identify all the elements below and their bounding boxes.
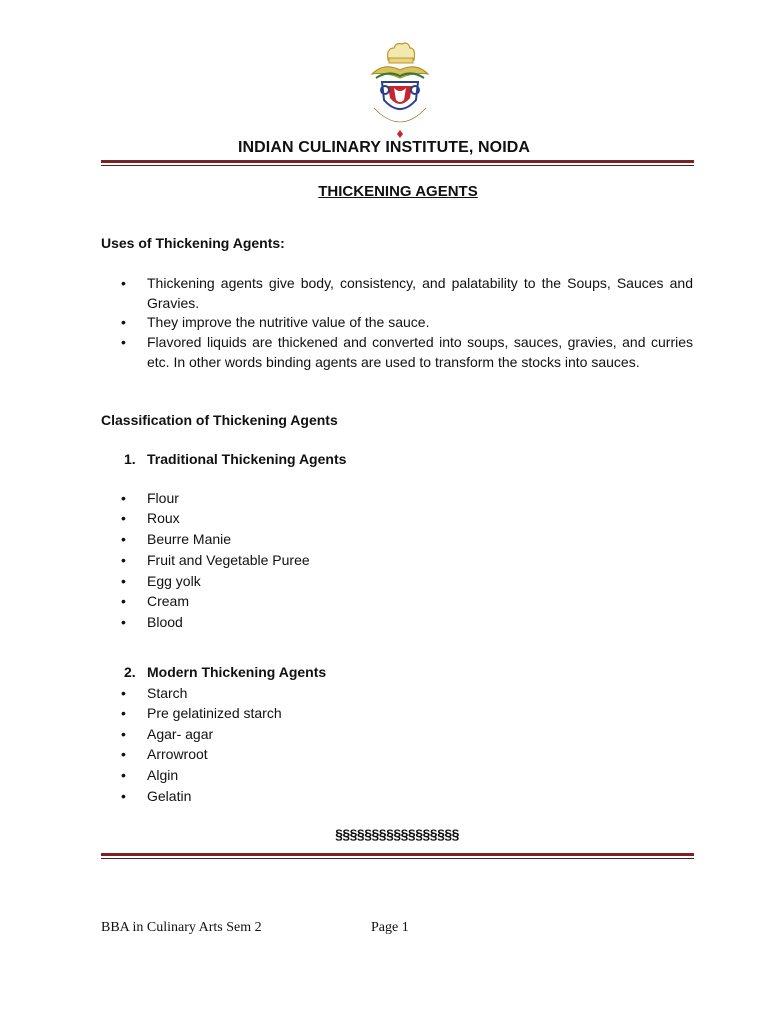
footer-page-number: Page 1 (371, 920, 409, 935)
traditional-heading (124, 451, 346, 467)
uses-item: Flavored liquids are thickened and converted into soups, sauces, gravies, and curries etc. In other words binding agents are used to transform the stocks into sauces. (147, 334, 693, 370)
bullet: • (121, 334, 126, 350)
section-end-marks: §§§§§§§§§§§§§§§§§ (335, 826, 459, 842)
list-item: Cream (147, 593, 190, 609)
bullet: • (121, 705, 126, 721)
list-item: Roux (147, 510, 180, 526)
bullet: • (121, 531, 126, 547)
bullet: • (121, 767, 126, 783)
bullet: • (121, 614, 126, 630)
list-number: 1. (124, 451, 136, 467)
institute-name: INDIAN CULINARY INSTITUTE, NOIDA (237, 139, 531, 156)
bullet: • (121, 726, 126, 742)
uses-item: They improve the nutritive value of the sauce. (147, 314, 430, 330)
modern-heading-label: Modern Thickening Agents (147, 664, 327, 680)
list-item: Blood (147, 614, 183, 630)
list-number: 2. (124, 664, 136, 680)
bullet: • (121, 314, 126, 330)
list-item: Algin (147, 767, 179, 783)
traditional-heading-label: Traditional Thickening Agents (147, 451, 347, 467)
bullet: • (121, 552, 126, 568)
list-item: Arrowroot (147, 746, 208, 762)
uses-item: Thickening agents give body, consistency, and palatability to the Soups, Sauces and Gravies. (147, 275, 693, 311)
classification-heading: Classification of Thickening Agents (101, 412, 338, 428)
list-item: Pre gelatinized starch (147, 705, 282, 721)
bullet: • (121, 510, 126, 526)
list-item: Fruit and Vegetable Puree (147, 552, 310, 568)
bullet: • (121, 746, 126, 762)
list-item: Starch (147, 685, 188, 701)
institute-logo (364, 38, 436, 138)
list-item: Agar- agar (147, 726, 214, 742)
bullet: • (121, 573, 126, 589)
header-rule (101, 160, 694, 166)
bullet: • (121, 788, 126, 804)
list-item: Egg yolk (147, 573, 201, 589)
list-item: Beurre Manie (147, 531, 232, 547)
list-item: Gelatin (147, 788, 192, 804)
footer-rule (101, 853, 694, 859)
uses-heading: Uses of Thickening Agents: (101, 235, 285, 251)
footer-course: BBA in Culinary Arts Sem 2 (101, 920, 262, 935)
bullet: • (121, 490, 126, 506)
bullet: • (121, 685, 126, 701)
bullet: • (121, 275, 126, 291)
modern-heading (124, 664, 326, 680)
bullet: • (121, 593, 126, 609)
document-title: THICKENING AGENTS (318, 183, 478, 200)
list-item: Flour (147, 490, 179, 506)
